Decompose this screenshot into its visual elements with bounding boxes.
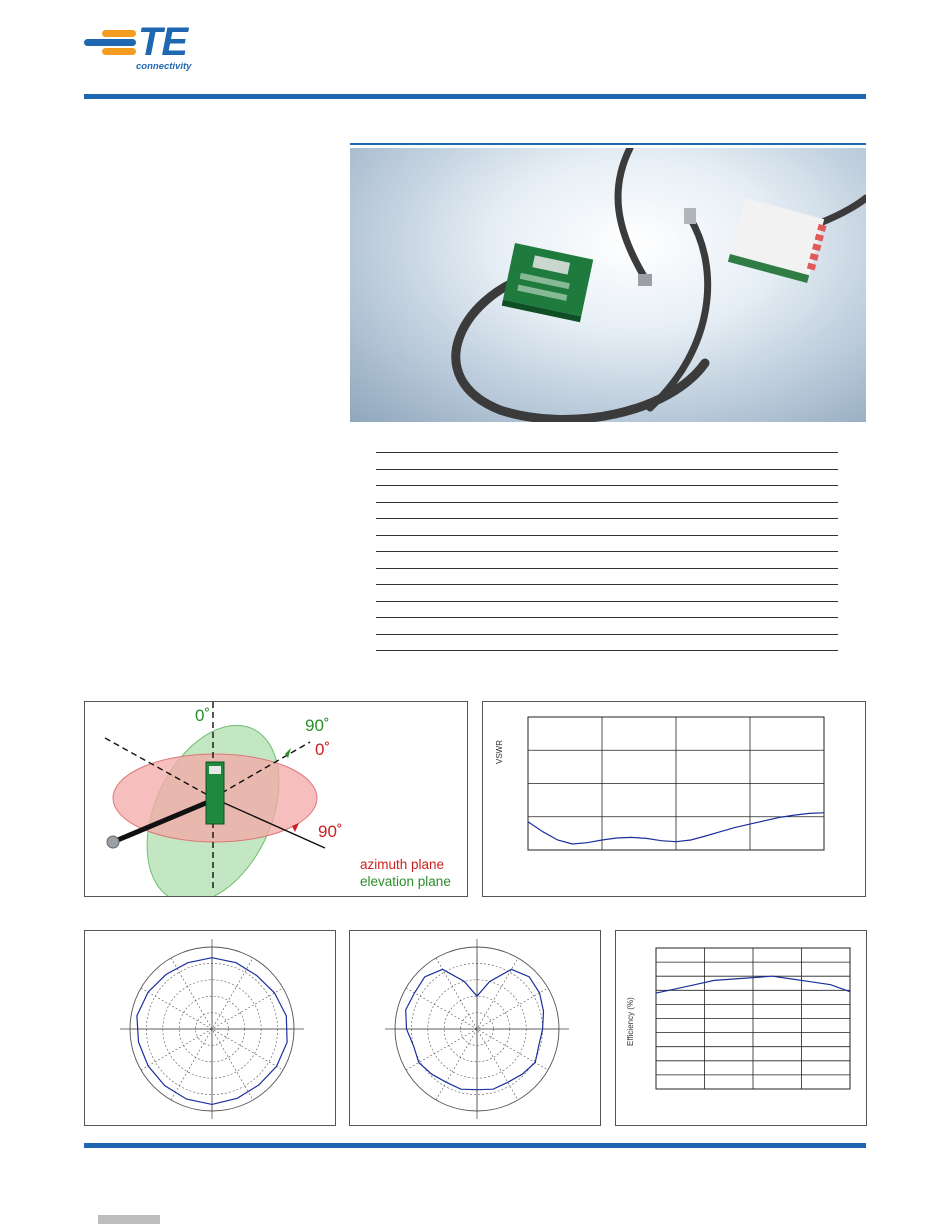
table-rule: [376, 568, 838, 569]
table-rule: [376, 452, 838, 453]
table-rule: [376, 650, 838, 651]
azimuth-zero-label: 0˚: [315, 740, 331, 759]
table-rule: [376, 485, 838, 486]
elevation-polar-pattern-line: [406, 969, 544, 1089]
vswr-ylabel: VSWR: [495, 740, 504, 764]
table-rule: [376, 617, 838, 618]
logo-subtitle: connectivity: [136, 61, 192, 72]
footer-rule: [84, 1143, 866, 1148]
elevation-plane-legend: elevation plane: [360, 874, 451, 889]
efficiency-plot: [616, 931, 868, 1127]
table-rule: [376, 551, 838, 552]
azimuth-polar-chart: [84, 930, 336, 1126]
photo-top-rule: [350, 143, 866, 145]
table-rule: [376, 634, 838, 635]
azimuth-plane-legend: azimuth plane: [360, 857, 445, 872]
footer-tab: [98, 1215, 160, 1224]
logo-letters: TE: [138, 20, 188, 64]
efficiency-chart: [615, 930, 867, 1126]
table-rule: [376, 518, 838, 519]
te-connectivity-logo: [84, 20, 204, 74]
header-rule: [84, 94, 866, 99]
elevation-zero-label: 0˚: [195, 706, 211, 725]
table-rule: [376, 469, 838, 470]
elevation-polar-chart: [349, 930, 601, 1126]
table-rule: [376, 535, 838, 536]
product-photo: [350, 148, 866, 422]
vswr-chart: [482, 701, 866, 897]
radiation-plane-diagram: [84, 701, 468, 897]
azimuth-polar-plot: [85, 931, 337, 1127]
product-photo-illustration: [350, 148, 866, 422]
table-rule: [376, 502, 838, 503]
table-rule: [376, 584, 838, 585]
efficiency-ylabel: Efficiency (%): [626, 997, 635, 1046]
elevation-polar-plot: [350, 931, 602, 1127]
table-rule: [376, 601, 838, 602]
vswr-plot: [483, 702, 867, 898]
azimuth-ninety-label: 90˚: [318, 822, 343, 841]
elevation-ninety-label: 90˚: [305, 716, 330, 735]
logo-stripes-icon: [84, 26, 144, 70]
